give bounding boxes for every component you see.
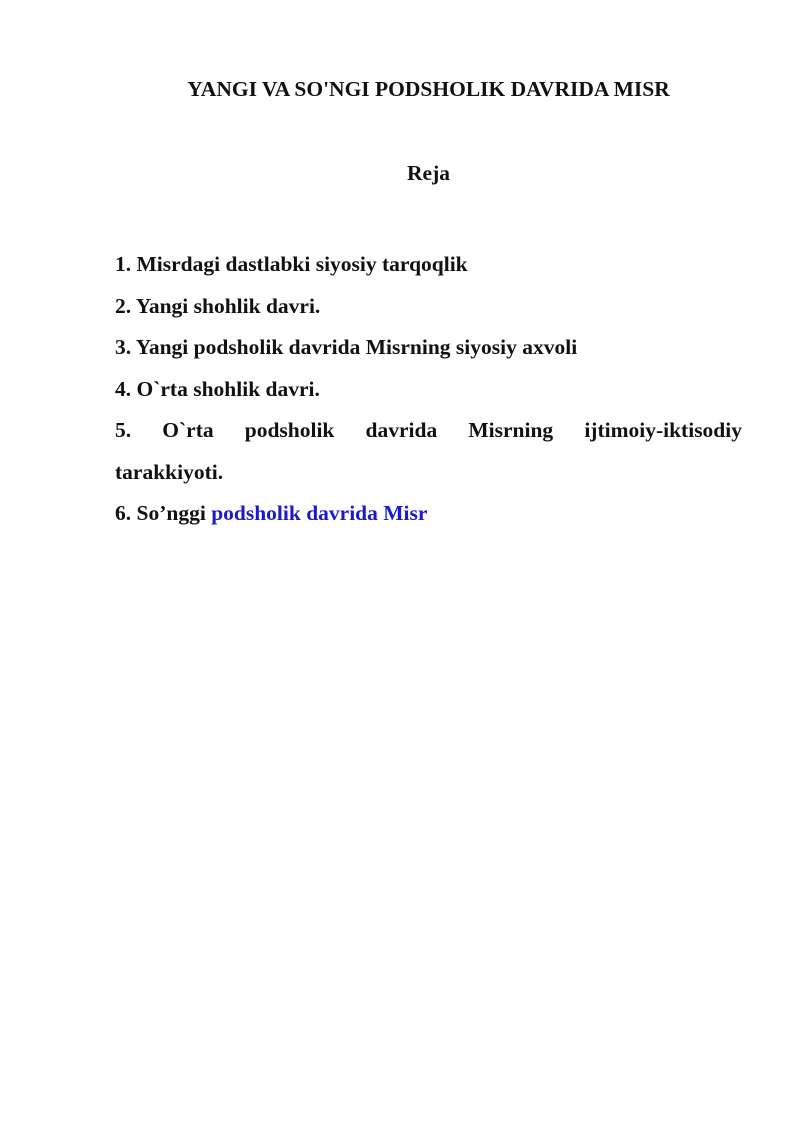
page-title: YANGI VA SO'NGI PODSHOLIK DAVRIDA MISR	[187, 77, 670, 101]
plan-item-prefix: 6. So’nggi	[115, 501, 212, 525]
plan-item	[115, 410, 742, 493]
plan-heading: Reja	[407, 161, 450, 185]
plan-item: 4. O`rta shohlik davri.	[115, 376, 320, 401]
plan-item: 2. Yangi shohlik davri.	[115, 293, 321, 318]
plan-item	[115, 493, 742, 535]
plan-item: 3. Yangi podsholik davrida Misrning siyosiy axvoli	[115, 335, 578, 359]
plan-item: 1. Misrdagi dastlabki siyosiy tarqoqlik	[115, 252, 468, 276]
plan-list	[115, 244, 742, 535]
plan-item-link[interactable]: podsholik davrida Misr	[211, 501, 428, 525]
plan-item-line: 5. O`rta podsholik davrida Misrning ijtimoiy-iktisodiy	[115, 418, 742, 442]
plan-item-line: tarakkiyoti.	[115, 459, 224, 484]
